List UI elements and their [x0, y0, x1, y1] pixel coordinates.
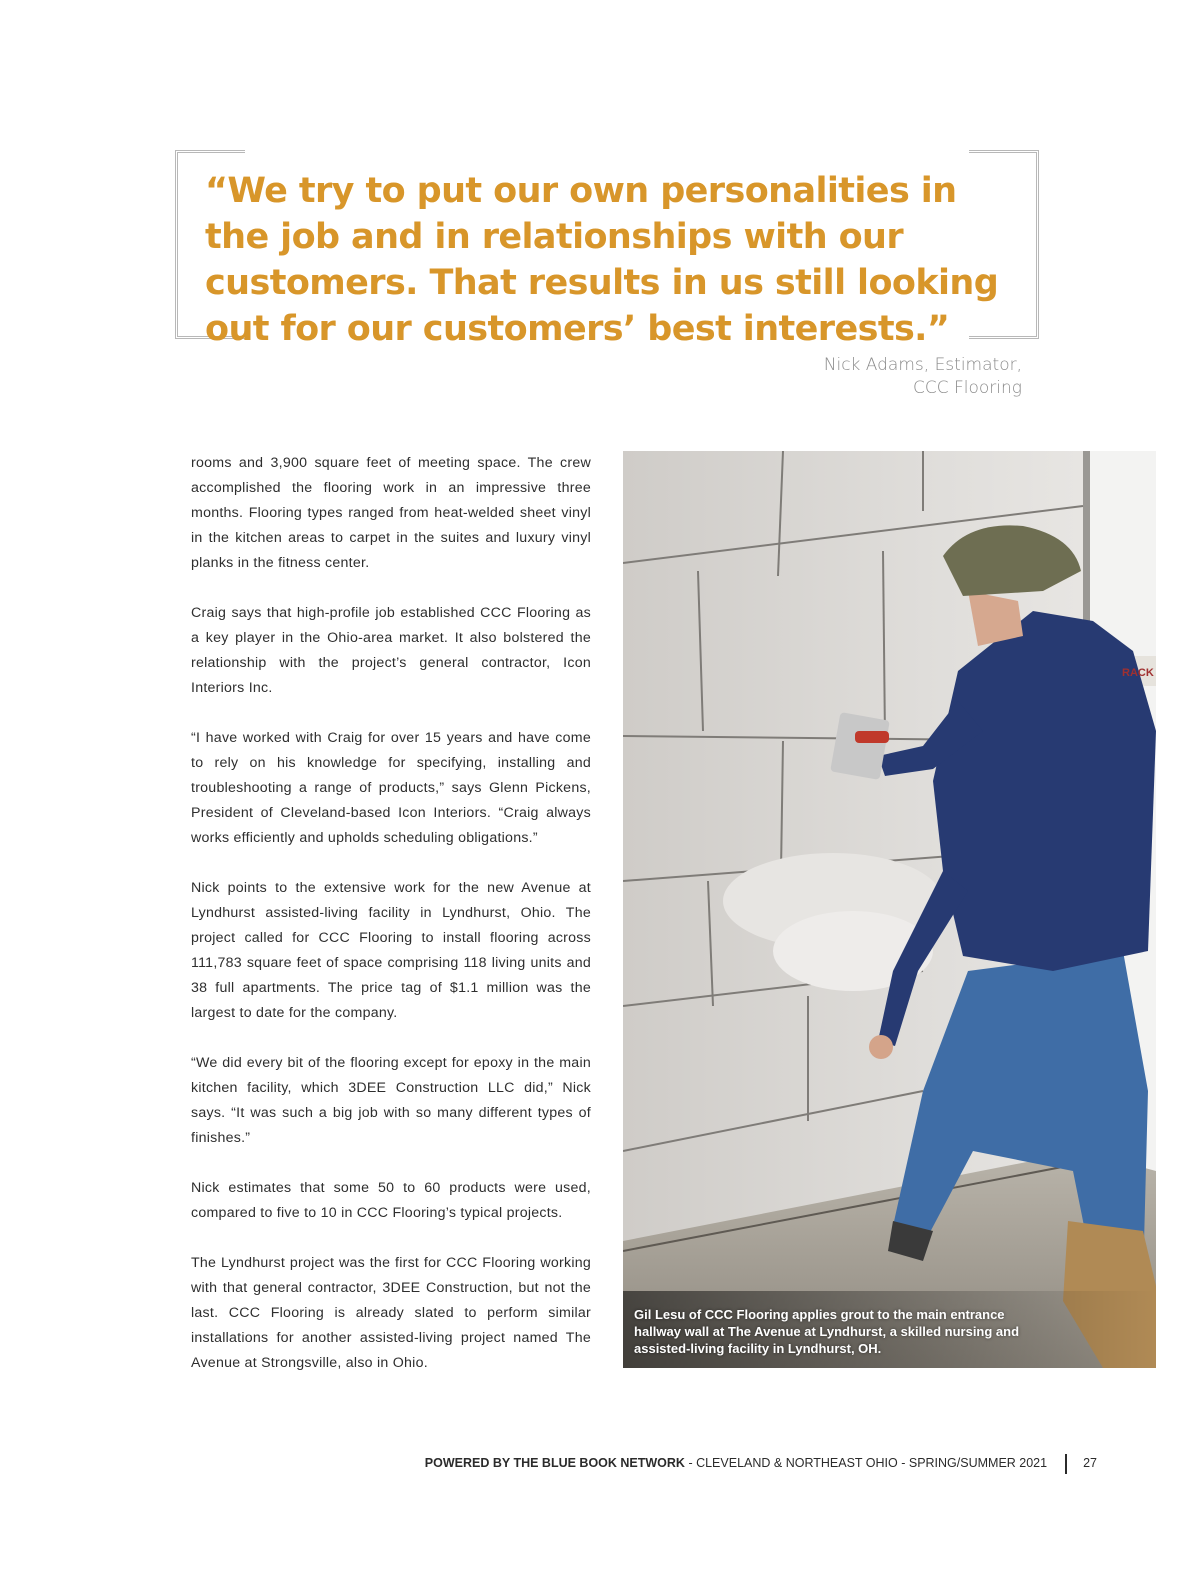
footer-divider [1065, 1454, 1067, 1474]
footer-edition: - CLEVELAND & NORTHEAST OHIO - SPRING/SUMMER 2021 [684, 1456, 1048, 1470]
attribution-name: Nick Adams, Estimator, [823, 355, 1022, 375]
photo-caption: Gil Lesu of CCC Flooring applies grout to the main entrance hallway wall at The Avenue at Lyndhurst, a skilled nursing and assisted-living facility in Lyndhurst, OH. [634, 1307, 1020, 1356]
attribution-company: CCC Flooring [912, 378, 1022, 398]
article-body [191, 451, 591, 1401]
article-photo [623, 451, 1156, 1368]
paragraph: The Lyndhurst project was the first for CCC Flooring working with that general contractor, 3DEE Construction, but not the last. CCC Flooring is already slated to perform similar installations for another assisted-living project named The Avenue at Strongsville, also in Ohio. [191, 1255, 591, 1371]
pull-quote [175, 150, 1039, 349]
paragraph: “We did every bit of the flooring except for epoxy in the main kitchen facility, which 3DEE Construction LLC did,” Nick says. “It was such a big job with so many different types of finishes.” [191, 1055, 591, 1146]
paragraph: Craig says that high-profile job established CCC Flooring as a key player in the Ohio-area market. It also bolstered the relationship with the project’s general contractor, Icon Interiors Inc. [191, 605, 591, 696]
pull-quote-text: “We try to put our own personalities in the job and in relationships with our customers. That results in us still looking out for our customers’ best interests.” [205, 171, 999, 349]
paragraph: Nick points to the extensive work for the new Avenue at Lyndhurst assisted-living facility in Lyndhurst, Ohio. The project called for CCC Flooring to install flooring across 111,783 square feet of space comprising 118 living units and 38 full apartments. The price tag of $1.1 million was the largest to date for the company. [191, 880, 591, 1021]
paragraph: Nick estimates that some 50 to 60 products were used, compared to five to 10 in CCC Flooring’s typical projects. [191, 1180, 591, 1221]
page-footer [425, 1453, 1097, 1473]
paragraph: “I have worked with Craig for over 15 years and have come to rely on his knowledge for specifying, installing and troubleshooting a range of products,” says Glenn Pickens, President of Cleveland-based Icon Interiors. “Craig always works efficiently and upholds scheduling obligations.” [191, 730, 591, 846]
quote-attribution [824, 354, 1022, 400]
paragraph: rooms and 3,900 square feet of meeting space. The crew accomplished the flooring work in an impressive three months. Flooring types ranged from heat-welded sheet vinyl in the kitchen areas to carpet in the suites and luxury vinyl planks in the fitness center. [191, 455, 591, 571]
photo-illustration [623, 451, 1156, 1368]
footer-brand: POWERED BY THE BLUE BOOK NETWORK [424, 1456, 685, 1470]
window-sign-text: RACK [1122, 667, 1154, 679]
page-number: 27 [1083, 1456, 1097, 1470]
